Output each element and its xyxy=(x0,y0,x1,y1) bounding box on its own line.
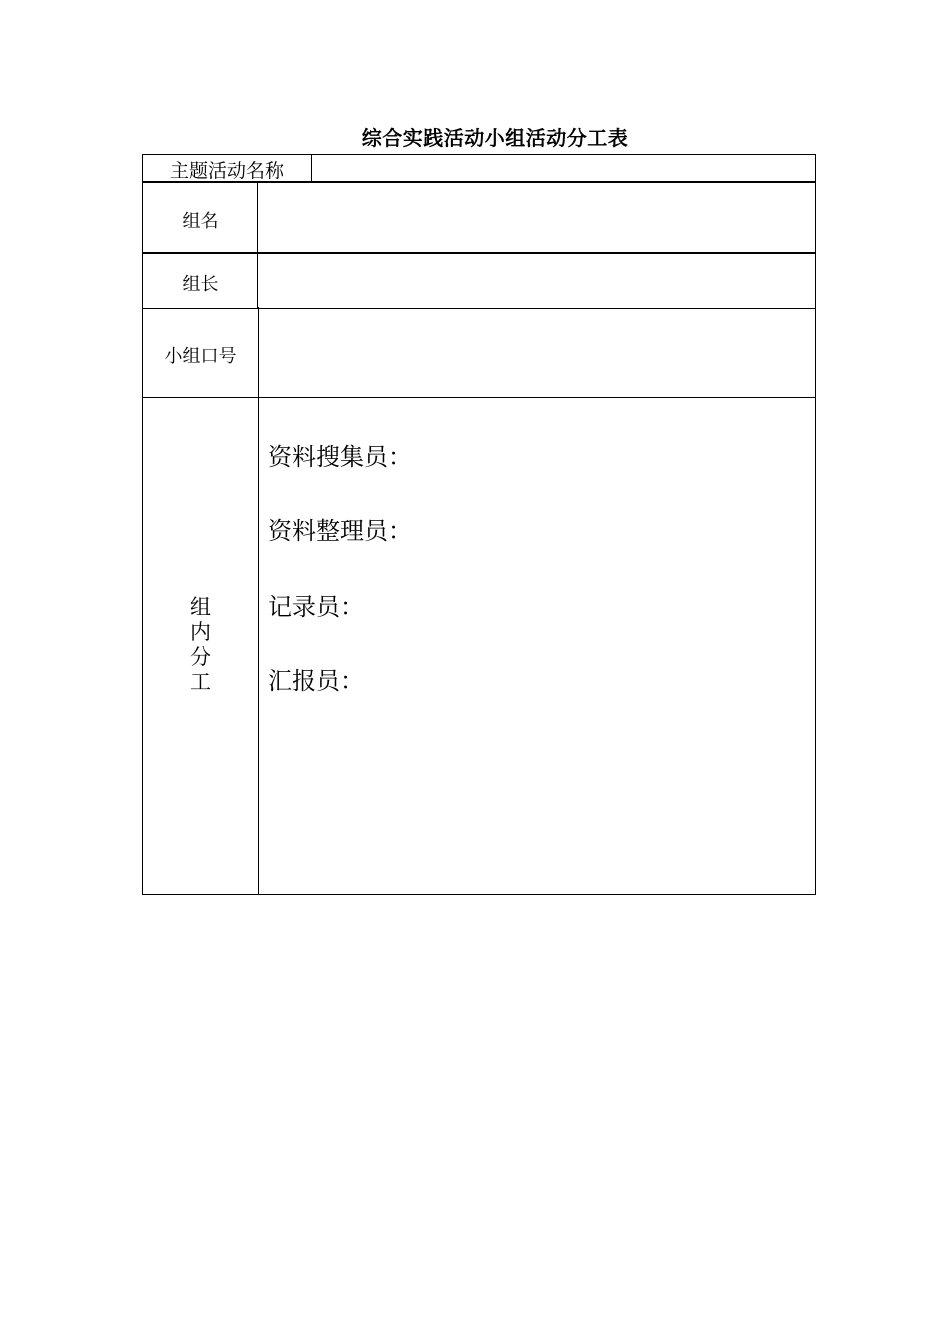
slogan-label: 小组口号 xyxy=(164,346,237,367)
theme-label: 主题活动名称 xyxy=(169,160,284,182)
column-divider-top xyxy=(257,181,258,309)
role-recorder[interactable]: 记录员： xyxy=(268,593,364,621)
theme-input-cell[interactable] xyxy=(314,156,814,181)
slogan-input-cell[interactable] xyxy=(260,309,814,396)
group-label: 组名 xyxy=(182,211,219,232)
roles-label xyxy=(142,595,259,695)
roles-label-char: 分 xyxy=(190,645,211,669)
leader-input-cell[interactable] xyxy=(260,254,814,307)
role-reporter[interactable]: 汇报员： xyxy=(268,667,364,695)
page-title: 综合实践活动小组活动分工表 xyxy=(361,126,629,150)
roles-label-char: 工 xyxy=(190,670,211,694)
leader-label: 组长 xyxy=(182,274,219,295)
roles-label-char: 内 xyxy=(190,620,211,644)
roles-label-char: 组 xyxy=(190,595,211,619)
group-input-cell[interactable] xyxy=(260,183,814,252)
role-collector[interactable]: 资料搜集员： xyxy=(268,443,412,471)
role-organizer[interactable]: 资料整理员： xyxy=(268,517,412,545)
